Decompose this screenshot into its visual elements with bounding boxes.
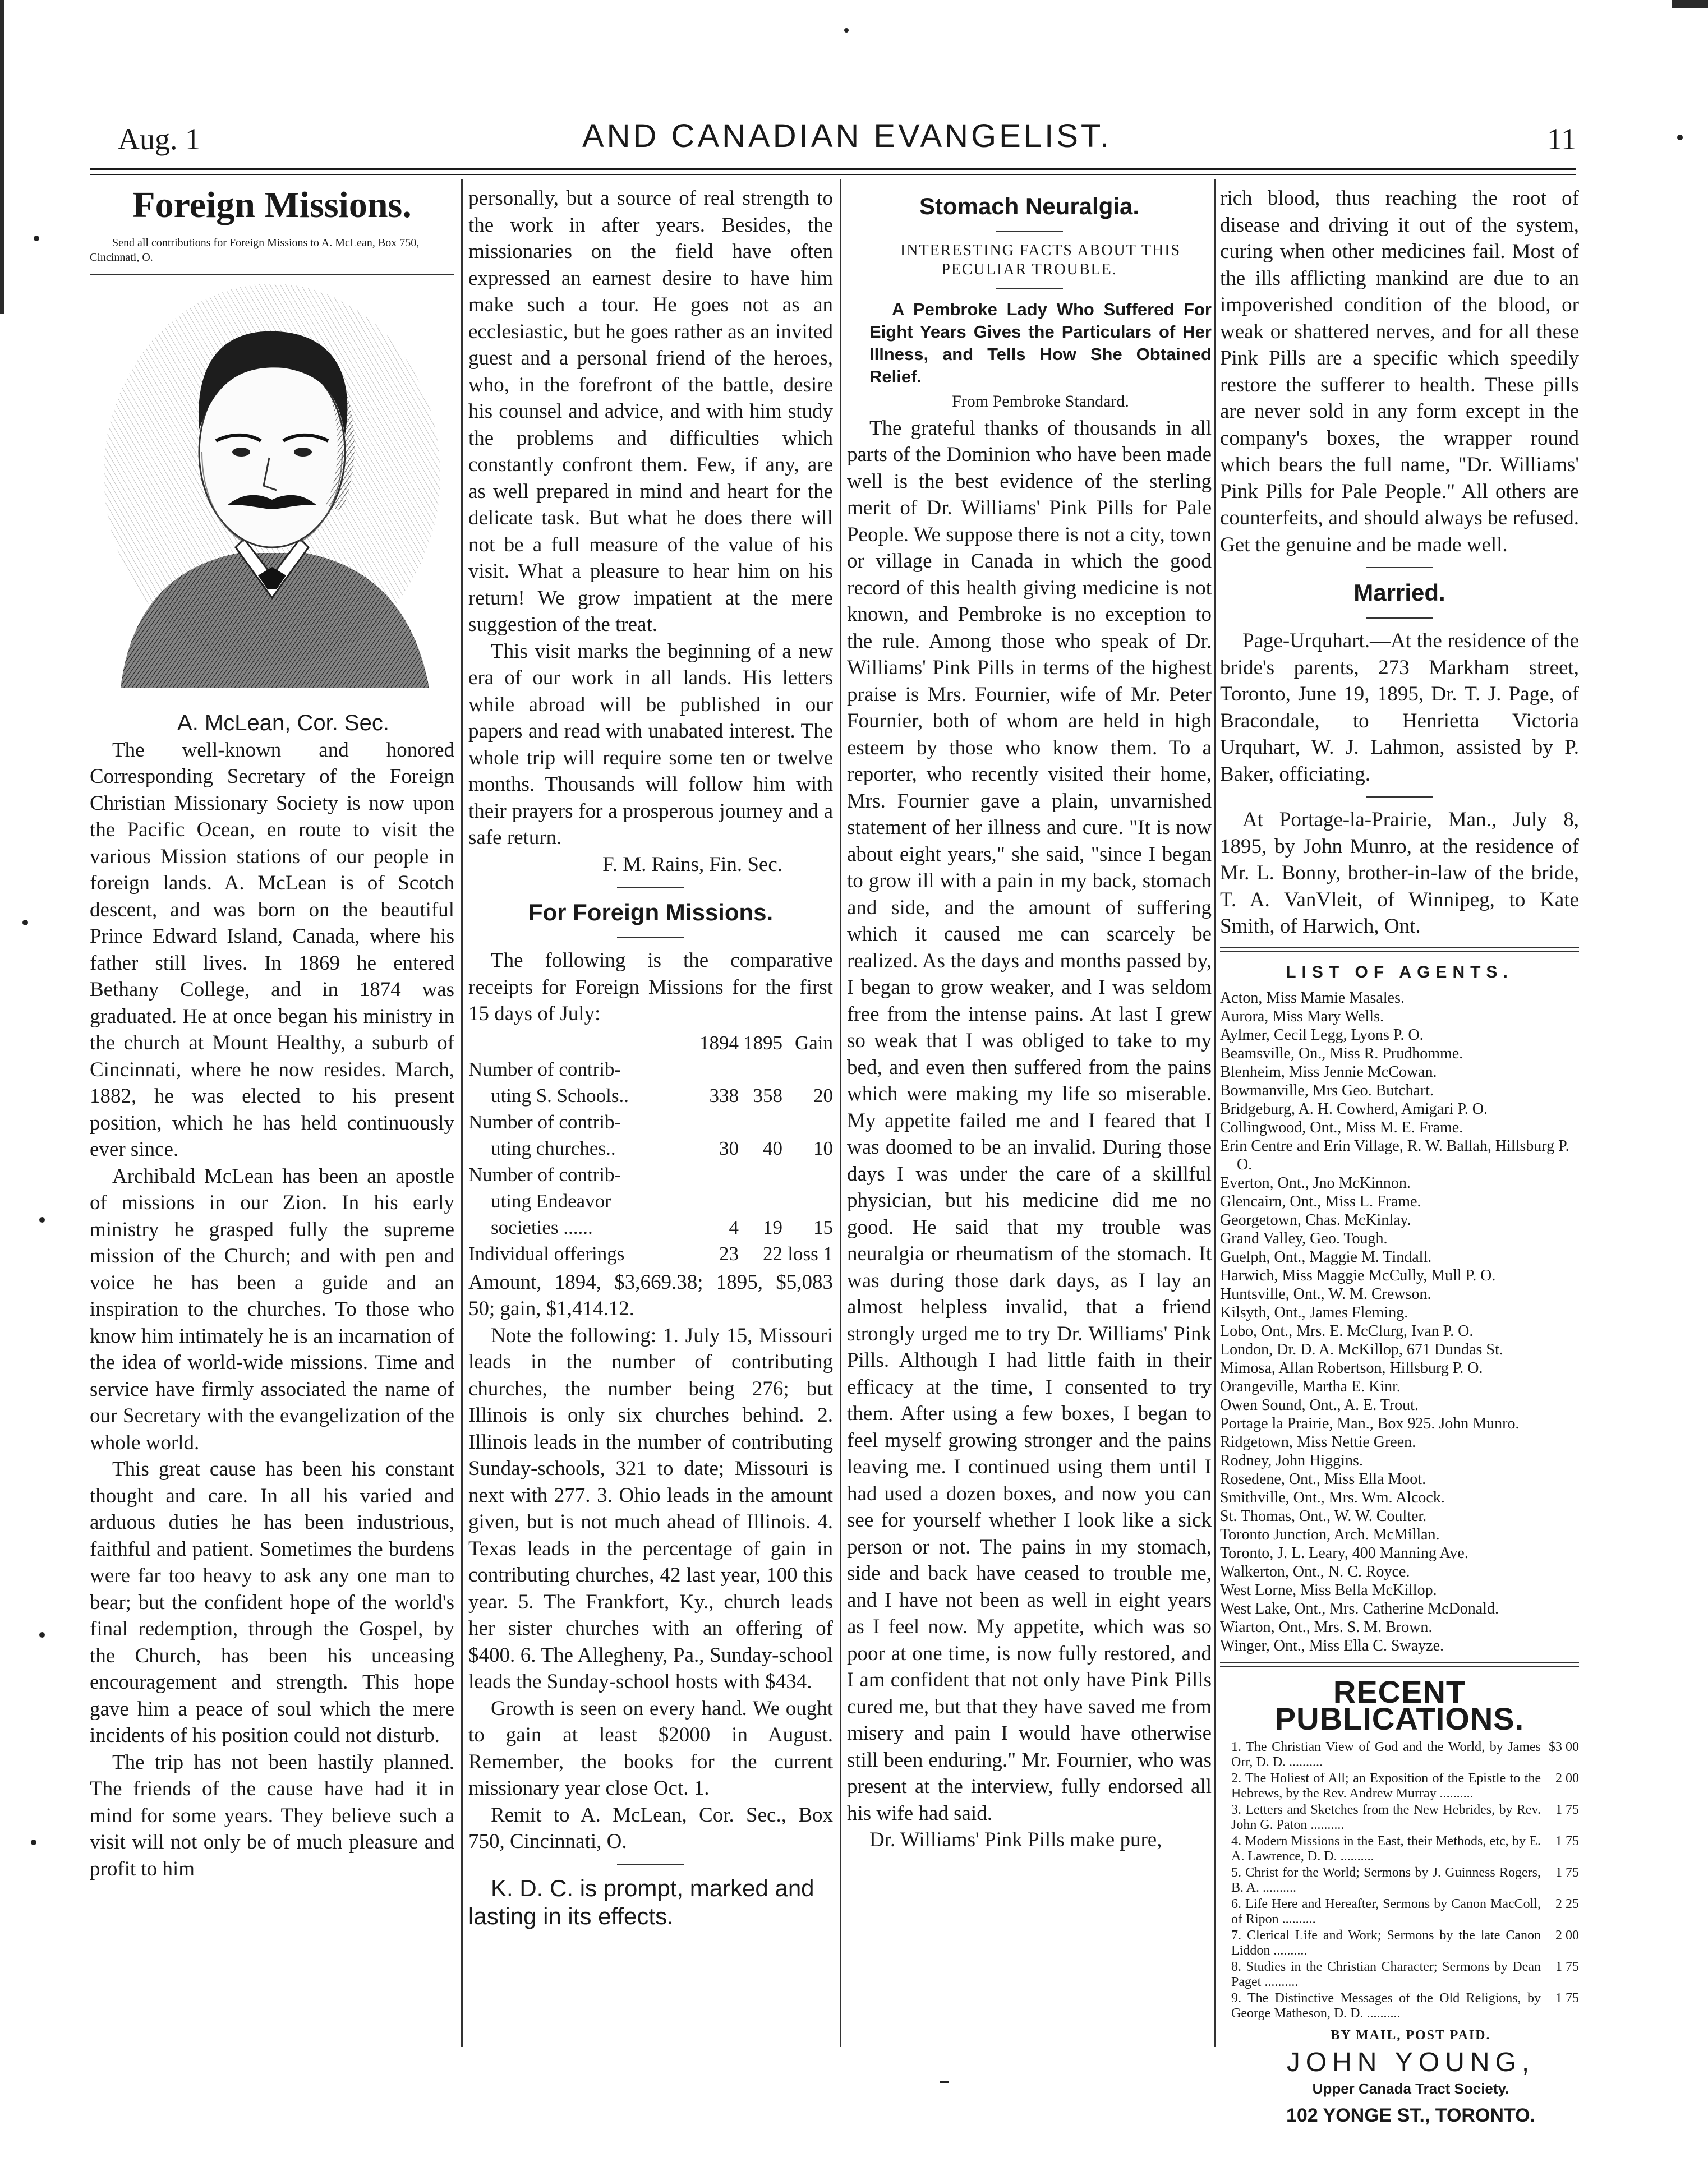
divider: [617, 1864, 684, 1865]
portrait-caption: A. McLean, Cor. Sec.: [177, 711, 389, 735]
paragraph: This visit marks the beginning of a new era of our work in all lands. His letters while abroad will be published in our papers and read with unabated interest. The whole trip will require some ten or twelve months. Thousands will follow him with their prayers for a prosperous journey and a safe return.: [468, 639, 833, 849]
publication-price: 2 00: [1555, 1928, 1579, 1943]
divider: [90, 274, 454, 275]
table-cell: 4: [729, 1216, 739, 1238]
paragraph: Note the following: 1. July 15, Missouri leads in the number of contributing churches, the number being 276; but Illinois is only six churches behind. 2. Illinois leads in the number of contributing Sunday-schools, 321 to date; Missouri is next with 277. 3. Ohio leads in the amount given, but is not much ahead of Illinois. 4. Texas leads in the percentage of gain in contributing churches, 42 last year, 100 this year. 5. The Frankfort, Ky., church leads her sister churches with an offering of $400. 6. The Allegheny, Pa., Sunday-school leads the Sunday-school hosts with $434.: [468, 1324, 833, 1693]
agent-entry: Acton, Miss Mamie Masales.: [1220, 989, 1405, 1007]
paragraph: The well-known and honored Corresponding Secretary of the Foreign Christian Missionary Society is now upon the Pacific Ocean, en route to visit the various Mission stations of our people in foreign lands. A. McLean is of Scotch descent, and was born on the beautiful Prince Edward Island, Canada, where his father still lives. In 1869 he entered Bethany College, and in 1874 was graduated. He at once began his ministry in the church at Mount Healthy, a suburb of Cincinnati, where he now resides. March, 1882, he was elected to his present position, which he has held continuously ever since.: [90, 738, 454, 1161]
agent-entry: Blenheim, Miss Jennie McCowan.: [1220, 1063, 1437, 1081]
article-subtitle: INTERESTING FACTS ABOUT THIS PECULIAR TROUBLE.: [900, 242, 1181, 278]
agent-entry: Rosedene, Ont., Miss Ella Moot.: [1220, 1471, 1426, 1488]
table-cell: Number of contrib-: [468, 1163, 621, 1186]
header-rule: [90, 168, 1576, 170]
column-divider: [840, 179, 841, 2047]
publication-entry: [1231, 1897, 1579, 1927]
margin-speck: [22, 920, 28, 925]
publication-price: 1 75: [1555, 1803, 1579, 1817]
table-cell: societies ......: [491, 1216, 593, 1238]
table-cell: 10: [813, 1137, 833, 1159]
paragraph: This great cause has been his constant thought and care. In all his varied and arduous duties he has been industrious, faithful and patient. Sometimes the burdens were far too heavy to ask any one man to bear; but the confident hope of the world's final redemption, through the Gospel, by the Church, has been his unceasing encouragement and strength. This hope gave him a peace of soul which the mere incidents of his position could not disturb.: [90, 1458, 454, 1747]
agent-entry: Beamsville, On., Miss R. Prudhomme.: [1220, 1045, 1463, 1062]
article-title: Stomach Neuralgia.: [919, 193, 1140, 219]
agent-entry: Aurora, Miss Mary Wells.: [1220, 1008, 1384, 1025]
table-cell: Number of contrib-: [468, 1058, 621, 1080]
divider: [996, 288, 1063, 289]
column-married-agents: [1220, 185, 1579, 2129]
column-stomach-neuralgia: [847, 185, 1212, 1854]
table-cell: uting S. Schools..: [491, 1084, 629, 1107]
column-divider: [1214, 179, 1216, 2047]
divider: [617, 887, 684, 888]
scan-edge-left: [0, 0, 4, 314]
agent-entry: Kilsyth, Ont., James Fleming.: [1220, 1304, 1408, 1321]
table-cell: uting churches..: [491, 1137, 616, 1159]
article-deck: A Pembroke Lady Who Suffered For Eight Years Gives the Particulars of Her Illness, and Tells How She Obtained Relief.: [869, 299, 1212, 386]
table-row: [468, 1241, 833, 1267]
agent-entry: West Lake, Ont., Mrs. Catherine McDonald.: [1220, 1600, 1499, 1617]
table-row: [468, 1188, 833, 1214]
agent-entry: Aylmer, Cecil Legg, Lyons P. O.: [1220, 1026, 1424, 1044]
publication-price: 2 25: [1555, 1897, 1579, 1911]
margin-speck: [39, 1632, 45, 1638]
agent-entry: Glencairn, Ont., Miss L. Frame.: [1220, 1193, 1421, 1210]
agent-entry: Mimosa, Allan Robertson, Hillsburg P. O.: [1220, 1359, 1483, 1377]
publication-entry: [1231, 1991, 1579, 2021]
column-foreign-missions: [90, 185, 454, 1882]
table-row: [468, 1109, 833, 1135]
publisher-name: JOHN YOUNG,: [1286, 2047, 1535, 2077]
recent-publications-title: RECENT PUBLICATIONS.: [1274, 1674, 1525, 1736]
table-row: [468, 1135, 833, 1161]
publication-list: [1220, 1740, 1579, 2021]
table-row: [468, 1082, 833, 1109]
table-cell: Number of contrib-: [468, 1110, 621, 1133]
table-cell: loss 1: [788, 1242, 833, 1265]
table-cell: 358: [753, 1084, 782, 1107]
divider: [617, 937, 684, 938]
divider: [1366, 796, 1433, 798]
agent-entry: Walkerton, Ont., N. C. Royce.: [1220, 1563, 1410, 1580]
margin-speck: [39, 1217, 45, 1223]
paragraph: Remit to A. McLean, Cor. Sec., Box 750, Cincinnati, O.: [468, 1803, 833, 1853]
table-cell: Individual offerings: [468, 1242, 625, 1265]
table-row: [468, 1214, 833, 1241]
paragraph: Growth is seen on every hand. We ought to gain at least $2000 in August. Remember, the books for the current missionary year close Oct. 1.: [468, 1697, 833, 1800]
marriage-notice: Page-Urquhart.—At the residence of the bride's parents, 273 Markham street, Toronto, June 19, 1895, Dr. T. J. Page, of Bracondale, to Henrietta Victoria Urquhart, W. J. Lahmon, assisted by P. Baker, officiating.: [1220, 629, 1579, 786]
publication-title: 6. Life Here and Hereafter, Sermons by Canon MacColl, of Ripon ..........: [1231, 1897, 1541, 1926]
publication-title: 9. The Distinctive Messages of the Old Religions, by George Matheson, D. D. ..........: [1231, 1991, 1541, 2021]
header-rule-thin: [90, 174, 1576, 175]
advertisement: K. D. C. is prompt, marked and lasting in its effects.: [468, 1874, 814, 1929]
table-cell: 22: [763, 1242, 782, 1265]
publisher-address: 102 YONGE ST., TORONTO.: [1286, 2104, 1536, 2126]
paragraph: The grateful thanks of thousands in all parts of the Dominion who have been made well is the best evidence of the sterling merit of Dr. Williams' Pink Pills for Pale People. We suppose there is not a city, town or village in Canada in which the good record of this health giving medicine is not known, and Pembroke is no exception to the rule. Among those who speak of Dr. Williams' Pink Pills in terms of the highest praise is Mrs. Fournier, wife of Mr. Peter Fournier, both of whom are held in high esteem by those who know them. To a reporter, who recently visited their home, Mrs. Fournier gave a plain, unvarnished statement of her illness and cure. "It is now about eight years," she said, "since I began to grow ill with a pain in my back, stomach and side, and the amount of suffering which it caused me can scarcely be realized. As the days and months passed by, I began to grow weaker, and I was seldom free from the intense pains. At last I grew so weak that I was obliged to take to my bed, and even then suffered from the pains which were making my life so miserable. My appetite failed me and I feared that I was doomed to be an invalid. During those days I was under the care of a skillful physician, but his medicine did me no good. He said that my trouble was neuralgia or rheumatism of the stomach. It was during those dark days, as I lay an almost helpless invalid, that a friend strongly urged me to try Dr. Williams' Pink Pills. Although I had little faith in their efficacy at the time, I consented to try them. After using a few boxes, I began to feel myself growing stronger and the pains leaving me. I continued using them until I had used a dozen boxes, and now you can see for yourself whether I look like a sick person or not. The pains in my stomach, side and back have ceased to trouble me, and I have not been as well in eight years as I feel now. My appetite, which was so poor at one time, is now fully restored, and I am confident that not only have Pink Pills cured me, but that they have saved me from misery and pain I would have otherwise still been enduring." Mr. Fournier, who was present at the interview, fully endorsed all his wife had said.: [847, 416, 1212, 1825]
postage-note: BY MAIL, POST PAID.: [1331, 2028, 1491, 2043]
column-divider: [461, 179, 463, 2047]
publication-price: 1 75: [1555, 1960, 1579, 1974]
agents-title: LIST OF AGENTS.: [1286, 962, 1513, 981]
publication-entry: [1231, 1771, 1579, 1801]
paragraph: The trip has not been hastily planned. The friends of the cause have had it in mind for some years. They believe such a visit will not only be of much pleasure and profit to him: [90, 1750, 454, 1880]
divider: [996, 231, 1063, 232]
publication-entry: [1231, 1960, 1579, 1990]
publication-price: 1 75: [1555, 1991, 1579, 2006]
speck: [940, 2081, 949, 2083]
table-header: 1894: [699, 1031, 739, 1054]
table-cell: 30: [719, 1137, 739, 1159]
agent-entry: Georgetown, Chas. McKinlay.: [1220, 1211, 1411, 1229]
table-cell: 20: [813, 1084, 833, 1107]
publication-title: AND CANADIAN EVANGELIST.: [582, 118, 1112, 154]
agent-entry: St. Thomas, Ont., W. W. Coulter.: [1220, 1508, 1427, 1525]
publication-entry: [1231, 1928, 1579, 1958]
divider: [1366, 617, 1433, 619]
agent-entry: Collingwood, Ont., Miss M. E. Frame.: [1220, 1119, 1463, 1136]
double-rule: [1220, 947, 1579, 952]
agent-entry: Bridgeburg, A. H. Cowherd, Amigari P. O.: [1220, 1100, 1488, 1118]
publication-title: 5. Christ for the World; Sermons by J. Guinness Rogers, B. A. ..........: [1231, 1865, 1541, 1895]
portrait-engraving: [98, 284, 446, 688]
double-rule: [1220, 1662, 1579, 1667]
table-row: [468, 1056, 833, 1082]
agent-entry: Everton, Ont., Jno McKinnon.: [1220, 1174, 1411, 1192]
issue-date: Aug. 1: [118, 122, 200, 156]
agent-entry: Rodney, John Higgins.: [1220, 1452, 1363, 1469]
agent-entry: London, Dr. D. A. McKillop, 671 Dundas St.: [1220, 1341, 1503, 1358]
table-cell: 23: [719, 1242, 739, 1265]
agent-entry: Smithville, Ont., Mrs. Wm. Alcock.: [1220, 1489, 1445, 1506]
table-header: Gain: [794, 1031, 833, 1054]
agent-entry: Harwich, Miss Maggie McCully, Mull P. O.: [1220, 1267, 1496, 1284]
agent-entry: Orangeville, Martha E. Kinr.: [1220, 1378, 1401, 1395]
divider: [1366, 567, 1433, 568]
paragraph: Amount, 1894, $3,669.38; 1895, $5,083 50; gain, $1,414.12.: [468, 1270, 833, 1320]
publication-title: 4. Modern Missions in the East, their Methods, etc, by E. A. Lawrence, D. D. ..........: [1231, 1834, 1541, 1864]
agent-entry: Wiarton, Ont., Mrs. S. M. Brown.: [1220, 1619, 1433, 1636]
agent-entry: Guelph, Ont., Maggie M. Tindall.: [1220, 1248, 1432, 1266]
contributions-note: Send all contributions for Foreign Missions to A. McLean, Box 750, Cincinnati, O.: [90, 237, 420, 264]
table-cell: 19: [763, 1216, 782, 1238]
table-header: [468, 1030, 695, 1056]
receipts-table: [468, 1030, 833, 1267]
publication-title: 7. Clerical Life and Work; Sermons by the late Canon Liddon ..........: [1231, 1928, 1541, 1958]
publication-price: 1 75: [1555, 1834, 1579, 1849]
table-header-row: [468, 1030, 833, 1056]
page-number: 11: [1547, 122, 1576, 156]
publication-title: 8. Studies in the Christian Character; Sermons by Dean Paget ..........: [1231, 1960, 1541, 1989]
publication-price: 2 00: [1555, 1771, 1579, 1786]
agent-entry: Huntsville, Ont., W. M. Crewson.: [1220, 1285, 1431, 1303]
agent-list: [1220, 989, 1579, 1655]
table-cell: uting Endeavor: [491, 1190, 611, 1212]
publication-price: $3 00: [1549, 1740, 1579, 1754]
speck: [844, 28, 849, 33]
agent-entry: Grand Valley, Geo. Tough.: [1220, 1230, 1388, 1247]
paragraph: personally, but a source of real strength to the work in after years. Besides, the missionaries on the field have often expressed an earnest desire to have him make such a tour. He goes not as an ecclesiastic, but he goes rather as an invited guest and a personal friend of the heroes, who, in the forefront of the battle, desire his counsel and advice, and with him study the problems and difficulties which constantly confront them. Few, if any, are as well prepared in mind and heart for the delicate task. But what he does there will not be a full measure of the value of his visit. What a pleasure to hear him on his return! We grow impatient at the mere suggestion of the treat.: [468, 187, 833, 636]
agent-entry: Winger, Ont., Miss Ella C. Swayze.: [1220, 1637, 1444, 1654]
agent-entry: Ridgetown, Miss Nettie Green.: [1220, 1433, 1416, 1451]
section-masthead: Foreign Missions.: [132, 185, 412, 225]
margin-speck: [1677, 135, 1683, 140]
publication-entry: [1231, 1740, 1579, 1770]
publication-entry: [1231, 1865, 1579, 1896]
table-cell: 338: [709, 1084, 739, 1107]
running-head: [118, 115, 1576, 165]
paragraph: The following is the comparative receipts for Foreign Missions for the first 15 days of July:: [468, 949, 833, 1025]
table-cell: 40: [763, 1137, 782, 1159]
publication-title: 3. Letters and Sketches from the New Hebrides, by Rev. John G. Paton ..........: [1231, 1803, 1541, 1832]
marriage-notice: At Portage-la-Prairie, Man., July 8, 1895, by John Munro, at the residence of Mr. L. Bonny, brother-in-law of the bride, T. A. VanVleit, of Winnipeg, to Kate Smith, of Harwich, Ont.: [1220, 808, 1579, 938]
table-row: [468, 1161, 833, 1188]
publication-title: 2. The Holiest of All; an Exposition of the Epistle to the Hebrews, by the Rev. Andrew Murray ..........: [1231, 1771, 1541, 1801]
article-source: From Pembroke Standard.: [952, 392, 1129, 411]
agent-entry: Erin Centre and Erin Village, R. W. Ballah, Hillsburg P. O.: [1220, 1137, 1569, 1173]
publication-entry: [1231, 1834, 1579, 1864]
paragraph: Dr. Williams' Pink Pills make pure,: [869, 1828, 1162, 1851]
signoff: F. M. Rains, Fin. Sec.: [602, 852, 782, 876]
agent-entry: Owen Sound, Ont., A. E. Trout.: [1220, 1396, 1419, 1414]
table-cell: 15: [813, 1216, 833, 1238]
paragraph: Archibald McLean has been an apostle of missions in our Zion. In his early ministry he grasped fully the supreme mission of the Church; and with pen and voice he has been a guide and an inspiration to the churches. To those who know him intimately he is an incarnation of the idea of world-wide missions. Time and service have firmly associated the name of our Secretary with the evangelization of the whole world.: [90, 1164, 454, 1454]
publication-title: 1. The Christian View of God and the World, by James Orr, D. D. ..........: [1231, 1740, 1541, 1769]
section-title: Married.: [1353, 579, 1445, 606]
table-header: 1895: [743, 1031, 782, 1054]
publication-entry: [1231, 1803, 1579, 1833]
publisher-society: Upper Canada Tract Society.: [1312, 2080, 1509, 2097]
agent-entry: Toronto Junction, Arch. McMillan.: [1220, 1526, 1440, 1543]
agent-entry: Portage la Prairie, Man., Box 925. John Munro.: [1220, 1415, 1520, 1432]
agent-entry: Lobo, Ont., Mrs. E. McClurg, Ivan P. O.: [1220, 1322, 1474, 1340]
agent-entry: West Lorne, Miss Bella McKillop.: [1220, 1582, 1437, 1599]
agent-entry: Bowmanville, Mrs Geo. Butchart.: [1220, 1082, 1434, 1099]
margin-speck: [34, 236, 39, 241]
paragraph: rich blood, thus reaching the root of disease and driving it out of the system, curing when other medicines fail. Most of the ills afflicting mankind are due to an impoverished condition of the blood, or weak or shattered nerves, and for all these Pink Pills are a specific which speedily restore the sufferer to health. These pills are never sold in any form except in the company's boxes, the wrapper round which bears the full name, "Dr. Williams' Pink Pills for Pale People." All others are counterfeits, and should always be refused. Get the genuine and be made well.: [1220, 187, 1579, 556]
margin-speck: [31, 1840, 36, 1845]
section-title: For Foreign Missions.: [528, 899, 774, 925]
scan-edge-top: [1672, 0, 1708, 8]
column-for-foreign-missions: [468, 185, 833, 1930]
publication-price: 1 75: [1555, 1865, 1579, 1880]
agent-entry: Toronto, J. L. Leary, 400 Manning Ave.: [1220, 1545, 1468, 1562]
